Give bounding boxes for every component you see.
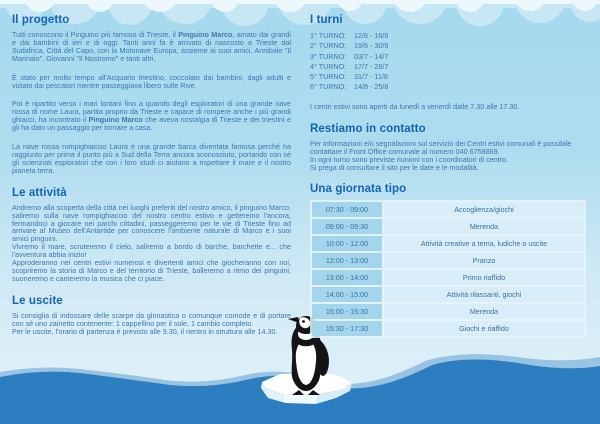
schedule-time-cell: 12:00 - 13:00 — [312, 253, 382, 268]
text-section — [12, 14, 291, 175]
turno-label: 2° TURNO: — [310, 41, 347, 51]
section-title: Il progetto — [12, 14, 70, 26]
section-schedule — [310, 183, 586, 338]
contact-line: In ogni turno sono previste riunioni con i coordinatori di centro. — [310, 154, 509, 164]
contact-title: Restiamo in contatto — [310, 122, 426, 135]
schedule-activity-cell: Pranzo — [384, 253, 584, 268]
schedule-time-cell: 07:30 - 09:00 — [312, 202, 382, 217]
schedule-time-cell: 10:00 - 12:00 — [312, 236, 382, 251]
turno-item — [310, 62, 586, 72]
paragraph: Approderanno nei centri estivi numerosi e divertenti amici che giocheranno con noi, scopriremo la storia di Marco e del territorio di Trieste, balleremo a ritmo dei pinguini, suoneremo e canteremo la musica che ci piace. — [12, 258, 291, 283]
turno-dates: 12/6 - 16/6 — [354, 31, 389, 40]
paragraph: Tutti conoscono il Pinguino più famoso di Trieste, il Pinguino Marco, amato dai grandi e dai bambini di ieri e di oggi. Tanti anni fa è arrivato di nascosto a Trieste dal Sudafrica, Città del Capo, con la Motonave Europa, assieme ai suoi amici, Annibale "Il Marinaio", Giovanni "Il Nostromo" e tanti altri. — [12, 30, 291, 63]
paragraph: Si consiglia di indossare delle scarpe da ginnastica o comunque comode e di portare con sé uno zainetto contenente: 1 cappellino per il sole, 1 cambio completo. — [12, 310, 291, 328]
paragraph: Andremo alla scoperta della città nei luoghi preferiti del nostro amico, il pinguino Marco, saliremo sulla nave rompighiaccio del nostro centro estivo e getteremo l'ancora, fermandoci a giocare nei parchi cittadini, passeggeremo per le vie di Trieste fino ad arrivare al Museo dell'Antartide per conoscere l'ambiente naturale di Marco e i suoi amici pinguini. — [12, 202, 291, 244]
turno-item — [310, 41, 586, 51]
turno-label: 1° TURNO: — [310, 31, 347, 40]
text-section — [12, 187, 291, 283]
paragraph: La nave rossa rompighiaccio Laura è una grande barca diventata famosa perché ha raggiunto per prima il punto più a Sud della Terra ancora sconosciuto, portando con sé gli scienziati esploratori che con i loro studi ci aiutano a rispettare il mare e il nostro pianeta terra. — [12, 142, 291, 175]
turno-item — [310, 31, 586, 41]
turno-item — [310, 82, 586, 92]
turno-dates: 31/7 - 11/8 — [354, 72, 388, 82]
schedule-activity-cell: Merenda — [384, 219, 584, 234]
paragraph: Vivremo il mare, scruteremo il cielo, saliremo a bordo di barche, barchette e... che l'avventura abbia inizio! — [12, 242, 291, 260]
turno-item — [310, 52, 586, 62]
turni-note: I centri estivi sono aperti da lunedì a venerdì dalle 7.30 alle 17.30. — [310, 101, 520, 111]
schedule-activity-cell: Accoglienza/giochi — [384, 202, 584, 217]
section-title: Le uscite — [12, 294, 63, 307]
schedule-time-cell: 15:30 - 17:30 — [312, 321, 382, 336]
schedule-time-cell: 13:00 - 14:00 — [312, 270, 382, 285]
turno-label: 5° TURNO: — [310, 72, 347, 82]
schedule-table — [310, 200, 586, 338]
turni-title: I turni — [310, 14, 343, 26]
section-title: Le attività — [12, 186, 67, 199]
schedule-time-cell: 14:00 - 15:00 — [312, 287, 382, 302]
section-turni — [310, 14, 586, 111]
contact-line: Per informazioni e/o segnalazioni sul servizio dei Centri estivi comunali è possibile contattare il Front Office comunale al numero 040 6758869. — [310, 138, 572, 156]
section-paragraphs — [12, 31, 291, 175]
schedule-activity-cell: Attività creative a tema, ludiche o uscite — [384, 236, 584, 251]
turno-dates: 03/7 - 14/7 — [354, 51, 389, 61]
paragraph: Per le uscite, l'orario di partenza è previsto alle 9.30, il rientro in struttura alle 14.30. — [12, 326, 278, 336]
paragraph: Poi è ripartito verso i mari lontani fino a quando degli esploratori di una grande nave rossa di nome Laura, partita proprio da Trieste e capace di rompere anche i più grandi ghiacci, ha incontrato il Pinguino Marco che aveva nostalgia di Trieste e dei triestini e gli ha dato un passaggio per tornare a casa. — [12, 99, 291, 133]
turno-dates: 19/6 - 30/6 — [354, 41, 389, 51]
schedule-activity-cell: Giochi e riaffido — [384, 321, 584, 336]
turno-dates: 14/8 - 25/8 — [354, 82, 389, 92]
turno-label: 6° TURNO: — [310, 82, 347, 92]
right-column — [310, 14, 586, 338]
schedule-activity-cell: Attività rilassanti, giochi — [384, 287, 584, 302]
schedule-activity-cell: Primo riaffido — [384, 270, 584, 285]
section-paragraphs — [12, 312, 291, 336]
turno-item — [310, 72, 586, 82]
turno-label: 3° TURNO: — [310, 51, 347, 61]
schedule-activity-cell: Merenda — [384, 304, 584, 319]
contact-text — [310, 140, 586, 172]
schedule-time-cell: 09:00 - 09:30 — [312, 219, 382, 234]
turno-dates: 17/7 - 28/7 — [354, 61, 389, 71]
turno-label: 4° TURNO: — [310, 61, 347, 71]
left-column — [12, 14, 291, 335]
paragraph: È stato per molto tempo all'Acquario triestino, coccolato dai bambini, dagli adulti e viziato dai pescatori mentre passeggiava libero sulle Rive. — [12, 72, 291, 90]
section-paragraphs — [12, 204, 291, 283]
contact-line: Si prega di consultare il sito per le date e le modalità. — [310, 162, 479, 172]
text-section — [12, 295, 291, 336]
section-contact — [310, 123, 586, 172]
schedule-title: Una giornata tipo — [310, 183, 407, 196]
turni-list — [310, 31, 586, 93]
schedule-time-cell: 15:00 - 15:30 — [312, 304, 382, 319]
